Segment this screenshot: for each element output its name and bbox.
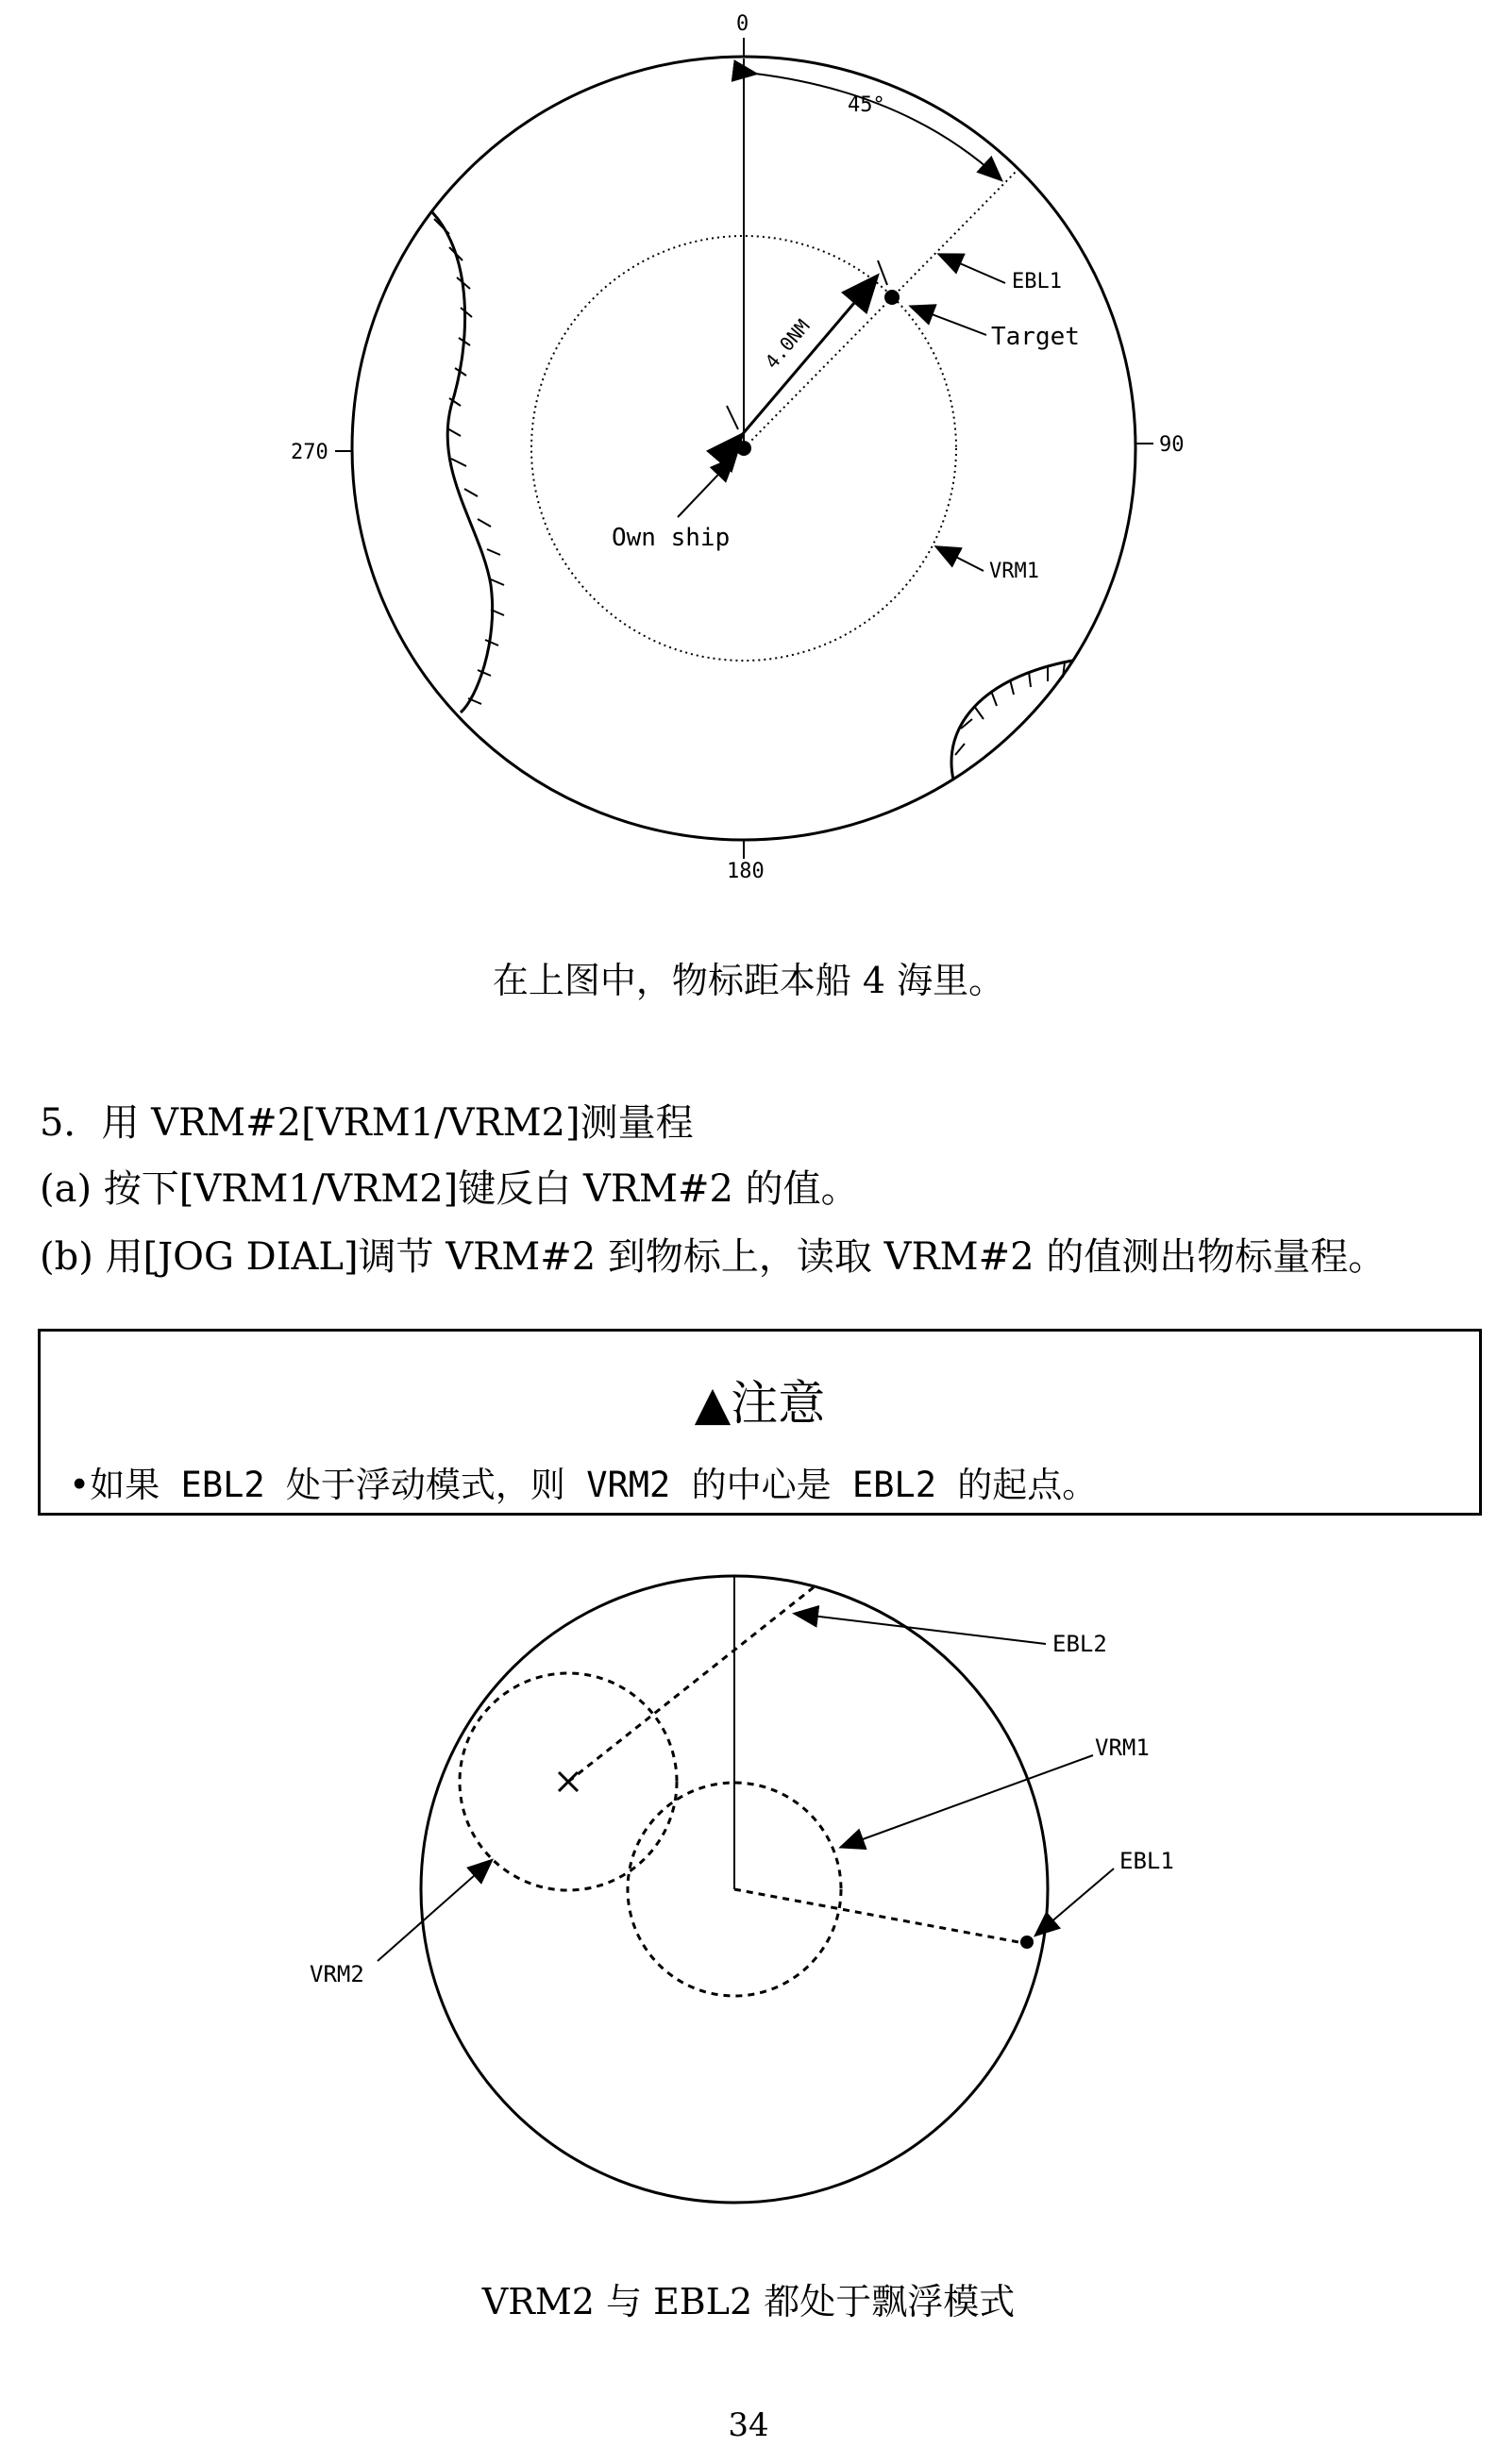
island-right [951,661,1072,779]
own-ship-marker [736,441,751,456]
vrm2-label: VRM2 [310,1961,364,1987]
step-5a: (a) 按下[VRM1/VRM2]键反白 VRM#2 的值。 [40,1167,859,1211]
coastline-left [432,212,493,712]
notice-body: •如果 EBL2 处于浮动模式，则 VRM2 的中心是 EBL2 的起点。 [69,1465,1098,1505]
figure1-caption: 在上图中，物标距本船 4 海里。 [492,960,1005,1001]
bearing-90-label: 90 [1159,433,1185,457]
step-5b: (b) 用[JOG DIAL]调节 VRM#2 到物标上，读取 VRM#2 的值测出物标量程。 [40,1235,1387,1279]
notice-title: ▲注意 [694,1376,826,1431]
target-label: Target [991,323,1080,351]
radar-diagram-2 [0,1548,1497,2227]
vrm1-label-2: VRM1 [1095,1735,1150,1761]
ebl1-marker [1020,1936,1034,1949]
vrm1-label: VRM1 [989,560,1039,583]
coastline-left-hatching [434,219,504,704]
page-number: 34 [728,2406,769,2444]
step-5-heading: 5．用 VRM#2[VRM1/VRM2]测量程 [40,1101,694,1145]
ebl2-label: EBL2 [1052,1631,1107,1657]
ebl2-line [568,1587,814,1782]
angle-label: 45° [848,93,885,117]
notice-box [38,1329,1482,1516]
figure2-caption: VRM2 与 EBL2 都处于飘浮模式 [481,2281,1016,2322]
ebl1-label: EBL1 [1012,270,1062,293]
ebl1-line-2 [734,1889,1029,1944]
radar-diagram-1 [0,0,1497,906]
bearing-0-label: 0 [736,12,749,36]
angle-arc [755,74,1001,179]
own-ship-label: Own ship [612,524,731,552]
target-marker [884,290,900,305]
range-label: 4.0NM [760,314,815,374]
ebl1-label-2: EBL1 [1119,1848,1174,1874]
bearing-180-label: 180 [727,860,765,883]
ebl1-line [744,168,1019,448]
bearing-270-label: 270 [291,441,328,464]
